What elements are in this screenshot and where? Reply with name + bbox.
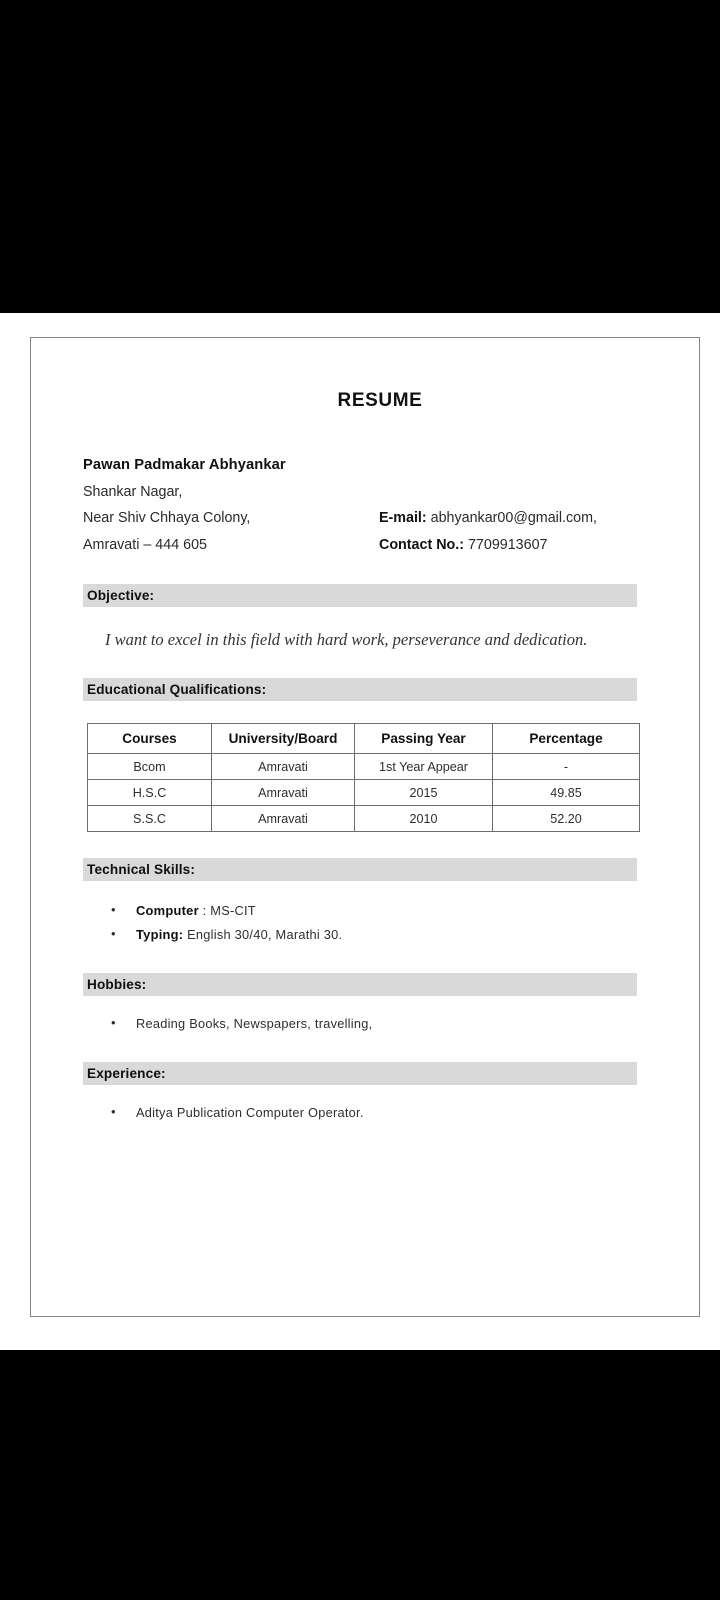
scanned-page <box>0 313 720 1350</box>
section-heading-technical-skills: Technical Skills: <box>83 858 637 881</box>
cell-passing-year: 2010 <box>355 806 493 832</box>
hobbies-list <box>83 1012 677 1036</box>
contact-details <box>379 505 597 558</box>
technical-skills-list <box>83 899 677 947</box>
skill-label: Computer <box>136 903 199 918</box>
education-table-wrap <box>83 723 677 832</box>
list-item <box>83 1101 677 1125</box>
cell-percentage: - <box>493 754 640 780</box>
section-heading-experience: Experience: <box>83 1062 637 1085</box>
applicant-name: Pawan Padmakar Abhyankar <box>83 457 286 473</box>
cell-course: Bcom <box>88 754 212 780</box>
page-title: RESUME <box>337 390 423 411</box>
cell-course: H.S.C <box>88 780 212 806</box>
cell-passing-year: 1st Year Appear <box>355 754 493 780</box>
phone-label: Contact No.: <box>379 536 464 553</box>
table-row <box>88 780 640 806</box>
section-heading-objective: Objective: <box>83 584 637 607</box>
hobby-value: Reading Books, Newspapers, travelling, <box>136 1016 373 1031</box>
education-table <box>87 723 640 832</box>
cell-course: S.S.C <box>88 806 212 832</box>
phone-row <box>379 532 597 559</box>
contact-block <box>83 452 677 558</box>
skill-value: : MS-CIT <box>198 903 256 918</box>
section-heading-education: Educational Qualifications: <box>83 678 637 701</box>
column-header-passing-year: Passing Year <box>355 724 493 754</box>
address-line-3: Amravati – 444 605 <box>83 536 207 553</box>
letterbox-bottom <box>0 1350 720 1600</box>
email-row <box>379 505 597 532</box>
cell-passing-year: 2015 <box>355 780 493 806</box>
skill-value: English 30/40, Marathi 30. <box>183 927 343 942</box>
phone-value: 7709913607 <box>467 536 548 553</box>
skill-label: Typing: <box>136 927 184 942</box>
document-frame <box>30 337 700 1317</box>
list-item <box>83 923 677 947</box>
experience-value: Aditya Publication Computer Operator. <box>136 1105 364 1120</box>
objective-text: I want to excel in this field with hard work, perseverance and dedication. <box>105 630 588 649</box>
cell-university: Amravati <box>212 754 355 780</box>
list-item <box>83 899 677 923</box>
table-header-row <box>88 724 640 754</box>
document-body <box>31 390 699 1368</box>
email-value: abhyankar00@gmail.com, <box>430 510 597 526</box>
column-header-courses: Courses <box>88 724 212 754</box>
section-heading-hobbies: Hobbies: <box>83 973 637 996</box>
email-label: E-mail: <box>379 510 427 526</box>
list-item <box>83 1012 677 1036</box>
letterbox-top <box>0 0 720 313</box>
address-line-2: Near Shiv Chhaya Colony, <box>83 510 251 526</box>
experience-list <box>83 1101 677 1125</box>
cell-university: Amravati <box>212 806 355 832</box>
cell-university: Amravati <box>212 780 355 806</box>
address-line-1: Shankar Nagar, <box>83 483 183 500</box>
column-header-percentage: Percentage <box>493 724 640 754</box>
cell-percentage: 52.20 <box>493 806 640 832</box>
cell-percentage: 49.85 <box>493 780 640 806</box>
column-header-university: University/Board <box>212 724 355 754</box>
table-row <box>88 754 640 780</box>
table-row <box>88 806 640 832</box>
contact-address <box>83 452 413 558</box>
